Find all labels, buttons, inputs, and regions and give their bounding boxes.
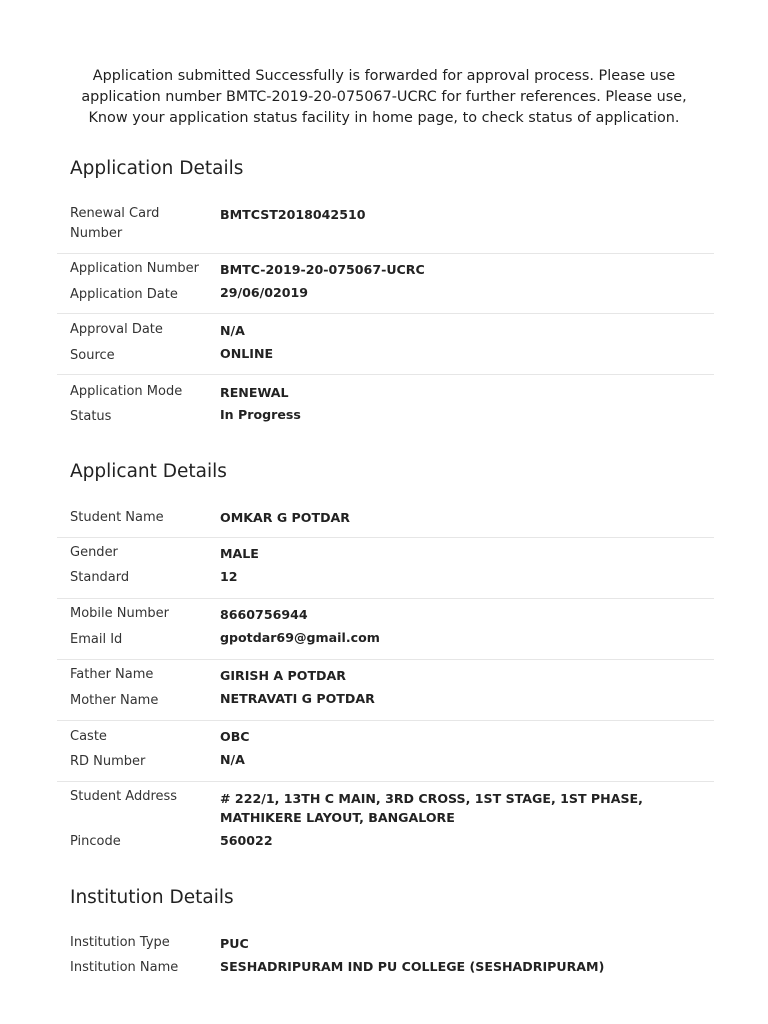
gender-label: Gender (70, 545, 118, 560)
mobile-number-value: 8660756944 (220, 607, 308, 622)
application-mode-label: Application Mode (70, 384, 183, 399)
application-number-value: BMTC-2019-20-075067-UCRC (220, 262, 425, 277)
mobile-number-label: Mobile Number (70, 606, 169, 621)
institution-name-label: Institution Name (70, 960, 179, 975)
source-label: Source (70, 348, 115, 363)
row-divider (57, 313, 714, 314)
renewal-card-number-label: Renewal Card Number (70, 206, 160, 241)
row-divider (57, 659, 714, 660)
institution-type-value: PUC (220, 936, 249, 951)
institution-details-title: Institution Details (70, 887, 234, 908)
gender-value: MALE (220, 546, 259, 561)
source-value: ONLINE (220, 346, 274, 361)
row-divider (57, 598, 714, 599)
application-date-label: Application Date (70, 287, 178, 302)
status-value: In Progress (220, 407, 301, 422)
father-name-value: GIRISH A POTDAR (220, 668, 346, 683)
row-divider (57, 374, 714, 375)
caste-value: OBC (220, 729, 250, 744)
email-id-label: Email Id (70, 632, 123, 647)
row-divider (57, 720, 714, 721)
standard-label: Standard (70, 570, 130, 585)
rd-number-label: RD Number (70, 754, 146, 769)
rd-number-value: N/A (220, 752, 245, 767)
row-divider (57, 253, 714, 254)
mother-name-label: Mother Name (70, 693, 159, 708)
institution-type-label: Institution Type (70, 935, 170, 950)
applicant-details-title: Applicant Details (70, 461, 227, 482)
standard-value: 12 (220, 569, 238, 584)
pincode-value: 560022 (220, 833, 273, 848)
student-name-label: Student Name (70, 510, 164, 525)
pincode-label: Pincode (70, 834, 121, 849)
approval-date-value: N/A (220, 323, 245, 338)
row-divider (57, 781, 714, 782)
student-name-value: OMKAR G POTDAR (220, 510, 350, 525)
application-number-label: Application Number (70, 261, 199, 276)
mother-name-value: NETRAVATI G POTDAR (220, 691, 375, 706)
status-label: Status (70, 409, 112, 424)
email-id-value: gpotdar69@gmail.com (220, 630, 380, 645)
caste-label: Caste (70, 729, 107, 744)
student-address-label: Student Address (70, 789, 178, 804)
application-details-title: Application Details (70, 158, 244, 179)
approval-date-label: Approval Date (70, 322, 163, 337)
father-name-label: Father Name (70, 667, 154, 682)
student-address-value: # 222/1, 13TH C MAIN, 3RD CROSS, 1ST STAGE, 1ST PHASE, MATHIKERE LAYOUT, BANGALORE (220, 791, 643, 825)
success-notice: Application submitted Successfully is forwarded for approval process. Please use application number BMTC-2019-20-075067-UCRC for further references. Please use, Know your application status facility in home page, to check status of application. (81, 68, 687, 126)
application-mode-value: RENEWAL (220, 385, 289, 400)
row-divider (57, 537, 714, 538)
application-date-value: 29/06/02019 (220, 285, 309, 300)
renewal-card-number-value: BMTCST2018042510 (220, 207, 366, 222)
institution-name-value: SESHADRIPURAM IND PU COLLEGE (SESHADRIPURAM) (220, 959, 605, 974)
